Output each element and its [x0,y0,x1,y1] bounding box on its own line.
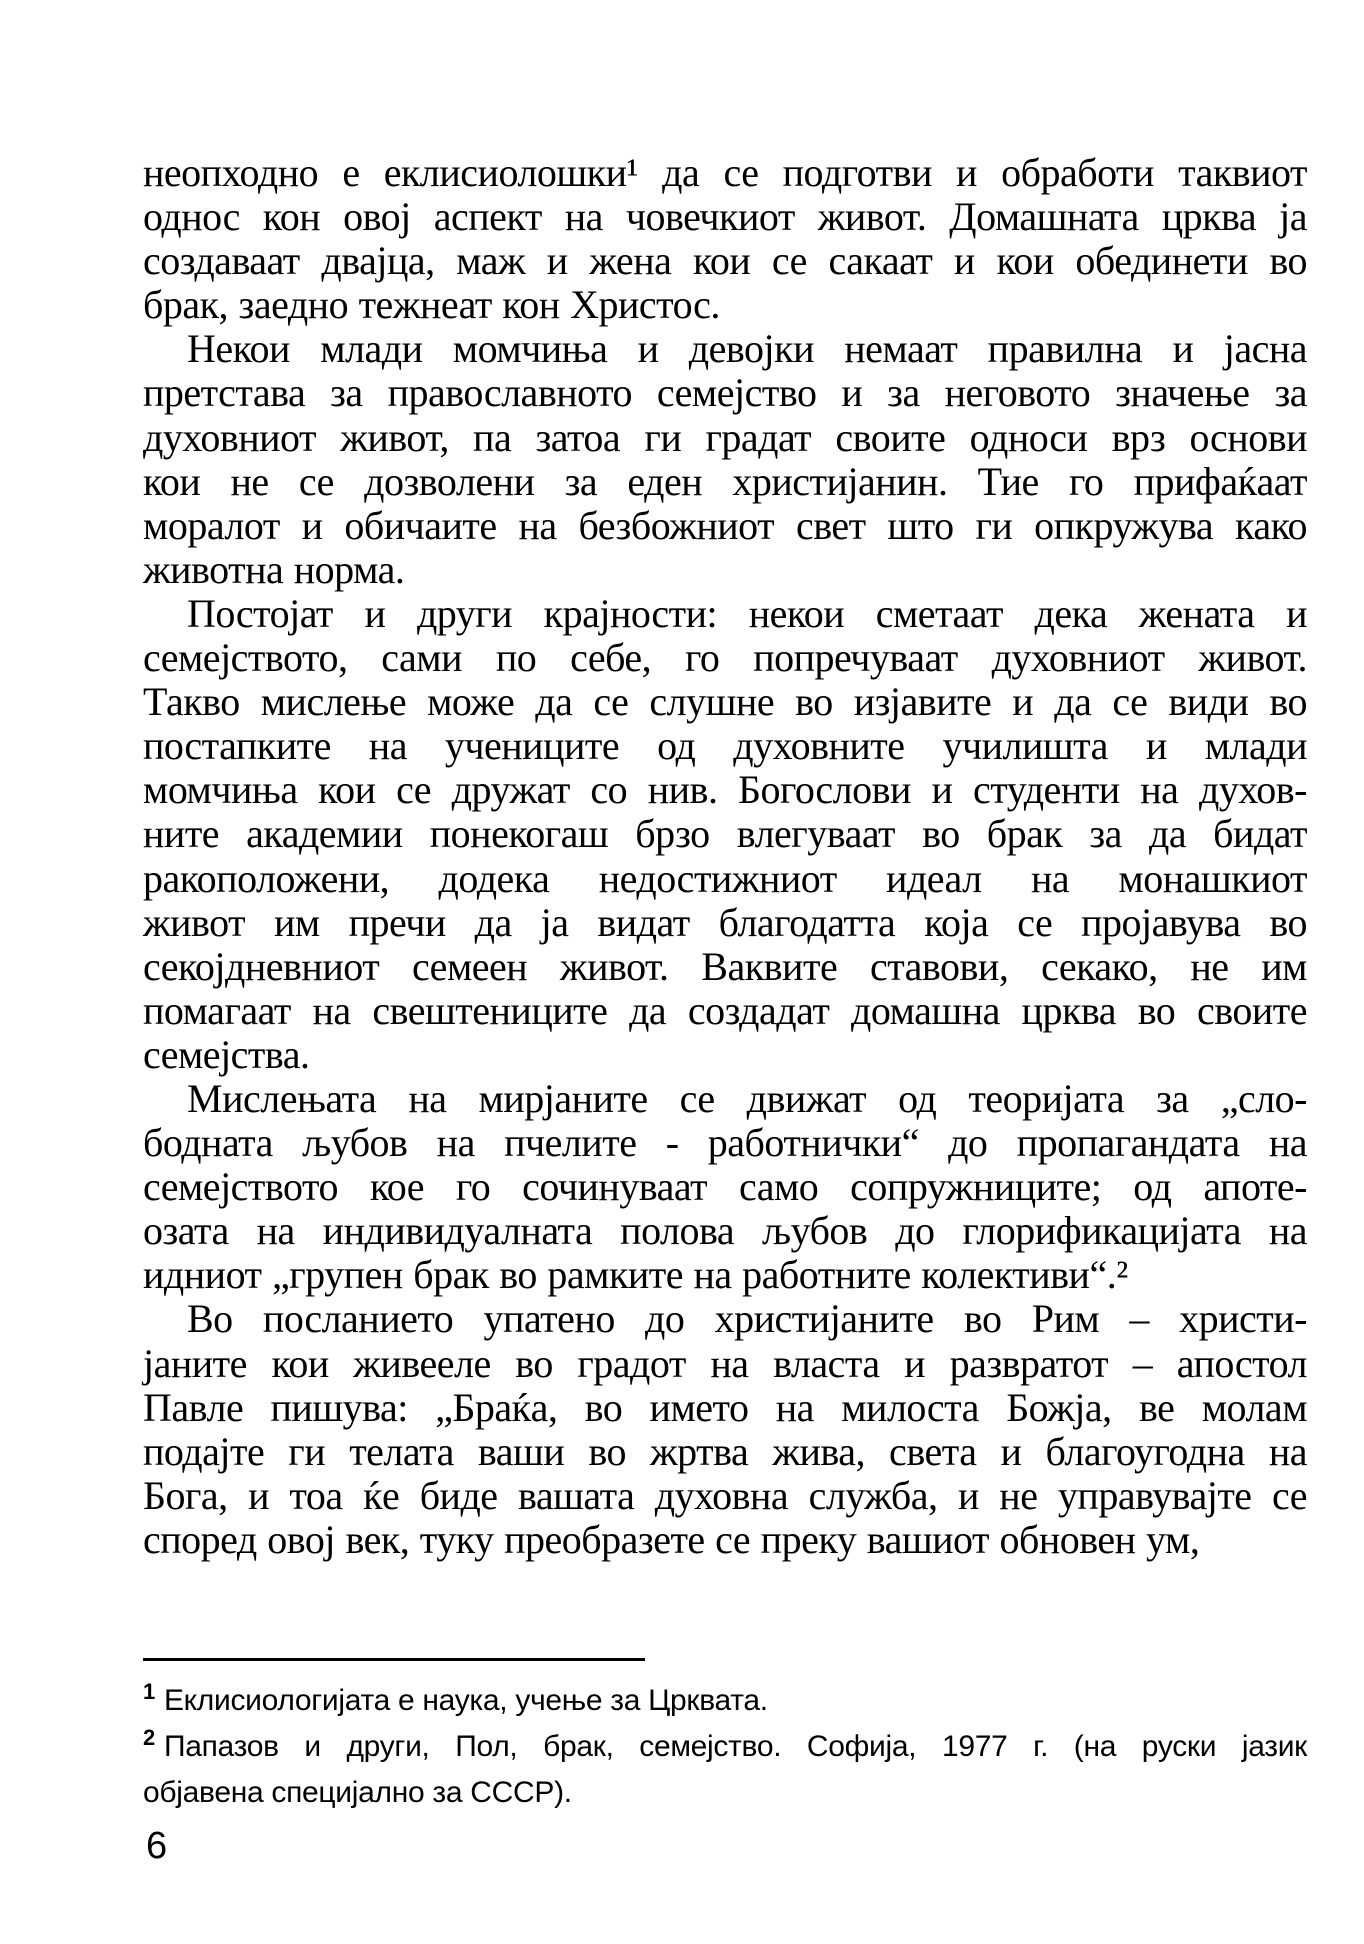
text-line: Некои млади момчиња и девојки немаат правилна и јасна [187,326,1307,372]
footnote-1-text: Еклисиологијата е наука, учење за Црквата. [163,1684,768,1717]
text-line: Павле пишува: „Браќа, во името на милоста Божја, ве молам [143,1384,1307,1430]
text-line: идниот „групен брак во рамките на работните колективи“.² [143,1252,1128,1298]
paragraph-2 [143,327,1307,592]
paragraph-5 [143,1297,1307,1562]
text-line: ракоположени, додека недостижниот идеал на монашкиот [143,855,1307,901]
text-line: Мислењата на мирјаните се движат од теоријата за „сло- [187,1075,1307,1121]
text-line: брак, заедно тежнеат кон Христос. [143,282,720,328]
text-line: семејства. [143,1031,310,1077]
footnote-2-line-2: објавена специјално за СССР). [143,1776,572,1809]
text-line: животна норма. [143,546,405,592]
text-line: духовниот живот, па затоа ги градат своите односи врз основи [143,414,1307,460]
text-line: Бога, и тоа ќе биде вашата духовна служба, и не управувајте се [143,1472,1307,1518]
text-line: семејството кое го сочинуваат само сопружниците; од апоте- [143,1164,1307,1210]
text-line: живот им пречи да ја видат благодатта која се пројавува во [143,899,1307,945]
footnote-2-text: Папазов и други, Пол, брак, семејство. Софија, 1977 г. (на руски јазик [163,1730,1307,1763]
page-number: 6 [146,1825,168,1867]
text-line: јаните кои живееле во градот на власта и развратот – апостол [143,1340,1307,1386]
footnote-2-marker: 2 [143,1725,155,1750]
text-line: однос кон овој аспект на човечкиот живот. Домашната црква ја [143,194,1307,240]
text-line: постапките на учениците од духовните училишта и млади [143,723,1307,769]
paragraph-4 [143,1077,1307,1297]
text-line: ните академии понекогаш брзо влегуваат во брак за да бидат [143,811,1307,857]
text-line: озата на индивидуалната полова љубов до глорификацијата на [143,1208,1307,1254]
footnote-2-line-1 [143,1724,1307,1770]
text-line: секојдневниот семеен живот. Ваквите ставови, секако, не им [143,943,1307,989]
footnote-1-marker: 1 [143,1679,155,1704]
text-line: кои не се дозволени за еден христијанин. Тие го прифаќаат [143,458,1307,504]
text-line: создаваат двајца, маж и жена кои се сакаат и кои обединети во [143,238,1307,284]
footnote-1 [143,1678,1307,1724]
body-text [143,151,1307,1562]
text-line: подајте ги телата ваши во жртва жива, света и благоугодна на [143,1428,1307,1474]
text-line: бодната љубов на пчелите - работнички“ до пропагандата на [143,1120,1307,1166]
text-line: според овој век, туку преобразете се преку вашиот обновен ум, [143,1516,1200,1562]
footnote-separator-rule [143,1658,645,1661]
paragraph-1 [143,151,1307,327]
text-line: момчиња кои се дружат со нив. Богослови и студенти на духов- [143,767,1307,813]
text-line: моралот и обичаите на безбожниот свет што ги опкружува како [143,502,1307,548]
text-line: Во посланието упатено до христијаните во Рим – христи- [187,1296,1307,1342]
text-line: неопходно е еклисиолошки¹ да се подготви и обработи таквиот [143,150,1307,195]
text-line: Такво мислење може да се слушне во изјавите и да се види во [143,679,1307,725]
paragraph-3 [143,592,1307,1077]
text-line: претстава за православното семејство и за неговото значење за [143,370,1307,416]
text-line: Постојат и други крајности: некои сметаат дека жената и [187,590,1307,636]
text-line: помагаат на свештениците да создадат домашна црква во своите [143,987,1307,1033]
footnotes [143,1678,1307,1816]
text-line: семејството, сами по себе, го попречуваат духовниот живот. [143,635,1307,681]
